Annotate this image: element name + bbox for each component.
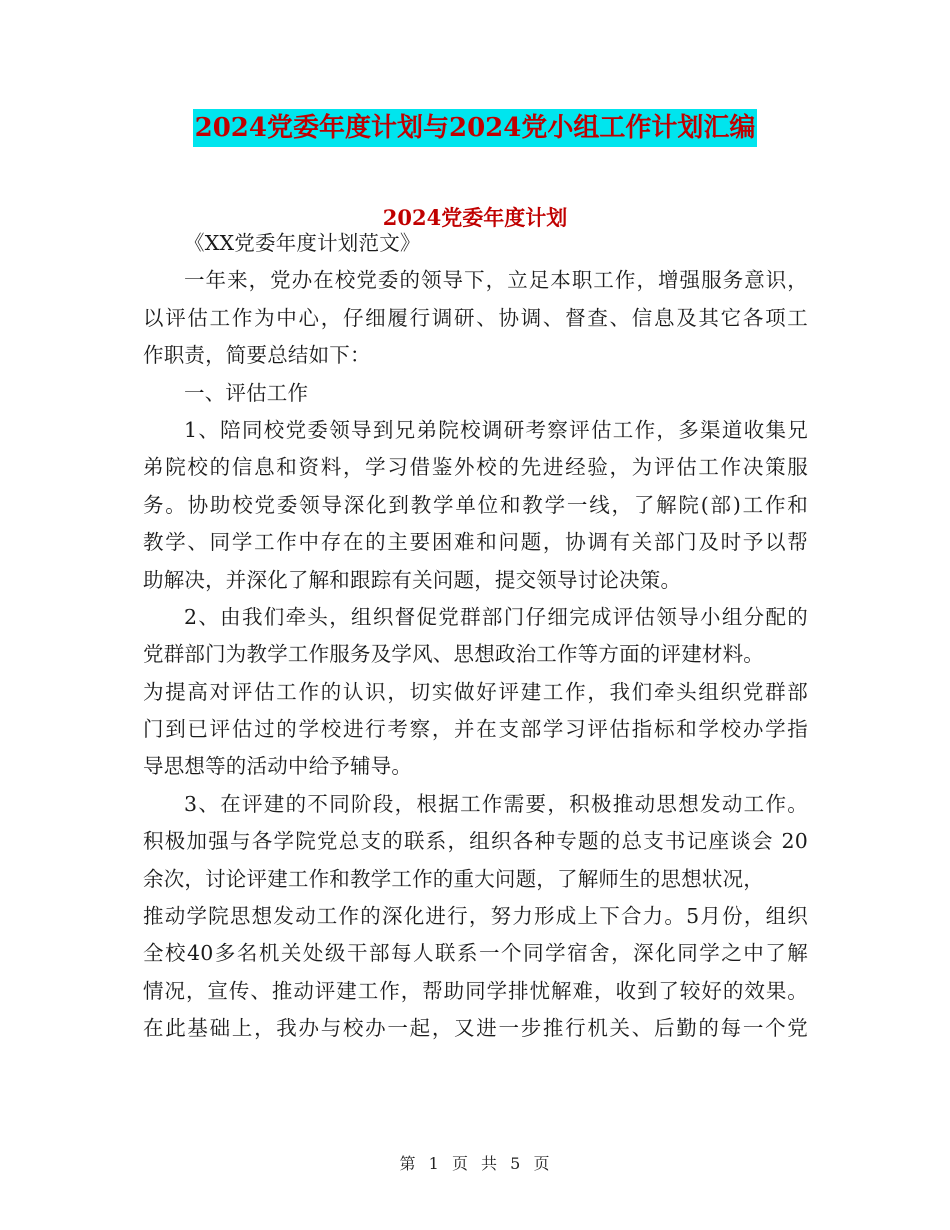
- footer-page-number: 1: [428, 1154, 440, 1173]
- text-line: 导思想等的活动中给予辅导。: [143, 754, 413, 779]
- text-line: 1、陪同校党委领导到兄弟院校调研考察评估工作，多渠道收集兄: [184, 417, 808, 442]
- text-line: 《XX党委年度计划范文》: [184, 231, 421, 255]
- footer-total-label: 共: [481, 1154, 499, 1173]
- text-line: 务。协助校党委领导深化到教学单位和教学一线，了解院(部)工作和: [143, 492, 808, 517]
- footer-prefix: 第: [399, 1154, 417, 1173]
- text-line: 教学、同学工作中存在的主要困难和问题，协调有关部门及时予以帮: [143, 530, 808, 555]
- text-line: 党群部门为教学工作服务及学风、思想政治工作等方面的评建材料。: [143, 642, 764, 667]
- document-main-title: 2024党委年度计划与2024党小组工作计划汇编: [193, 109, 758, 147]
- text-line: 助解决，并深化了解和跟踪有关问题，提交领导讨论决策。: [143, 567, 682, 592]
- text-line: 一、评估工作: [184, 380, 309, 405]
- text-line: 积极加强与各学院党总支的联系，组织各种专题的总支书记座谈会 20: [143, 829, 808, 854]
- text-line: 余次，讨论评建工作和教学工作的重大问题，了解师生的思想状况，: [143, 866, 764, 891]
- text-line: 一年来，党办在校党委的领导下，立足本职工作，增强服务意识，: [184, 268, 808, 293]
- document-body: [143, 225, 808, 1048]
- text-line: 门到已评估过的学校进行考察，并在支部学习评估指标和学校办学指: [143, 717, 808, 742]
- section-title: 2024党委年度计划: [382, 205, 568, 230]
- text-line: 2、由我们牵头，组织督促党群部门仔细完成评估领导小组分配的: [184, 604, 808, 629]
- text-line: 以评估工作为中心，仔细履行调研、协调、督查、信息及其它各项工: [143, 305, 808, 330]
- page-footer: [0, 1151, 950, 1174]
- footer-middle: 页: [451, 1154, 469, 1173]
- text-line: 3、在评建的不同阶段，根据工作需要，积极推动思想发动工作。: [184, 791, 808, 816]
- text-line: 情况，宣传、推动评建工作，帮助同学排忧解难，收到了较好的效果。: [143, 978, 808, 1003]
- text-line: 弟院校的信息和资料，学习借鉴外校的先进经验，为评估工作决策服: [143, 455, 808, 480]
- footer-total-pages: 5: [510, 1154, 522, 1173]
- text-line: 作职责，简要总结如下：: [143, 343, 371, 368]
- footer-suffix: 页: [533, 1154, 551, 1173]
- text-line: 在此基础上，我办与校办一起，又进一步推行机关、后勤的每一个党: [143, 1016, 808, 1041]
- text-line: 全校40多名机关处级干部每人联系一个同学宿舍，深化同学之中了解: [143, 941, 808, 966]
- text-line: 为提高对评估工作的认识，切实做好评建工作，我们牵头组织党群部: [143, 679, 808, 704]
- document-title-wrap: [0, 109, 950, 147]
- text-line: 推动学院思想发动工作的深化进行，努力形成上下合力。5月份，组织: [143, 904, 808, 929]
